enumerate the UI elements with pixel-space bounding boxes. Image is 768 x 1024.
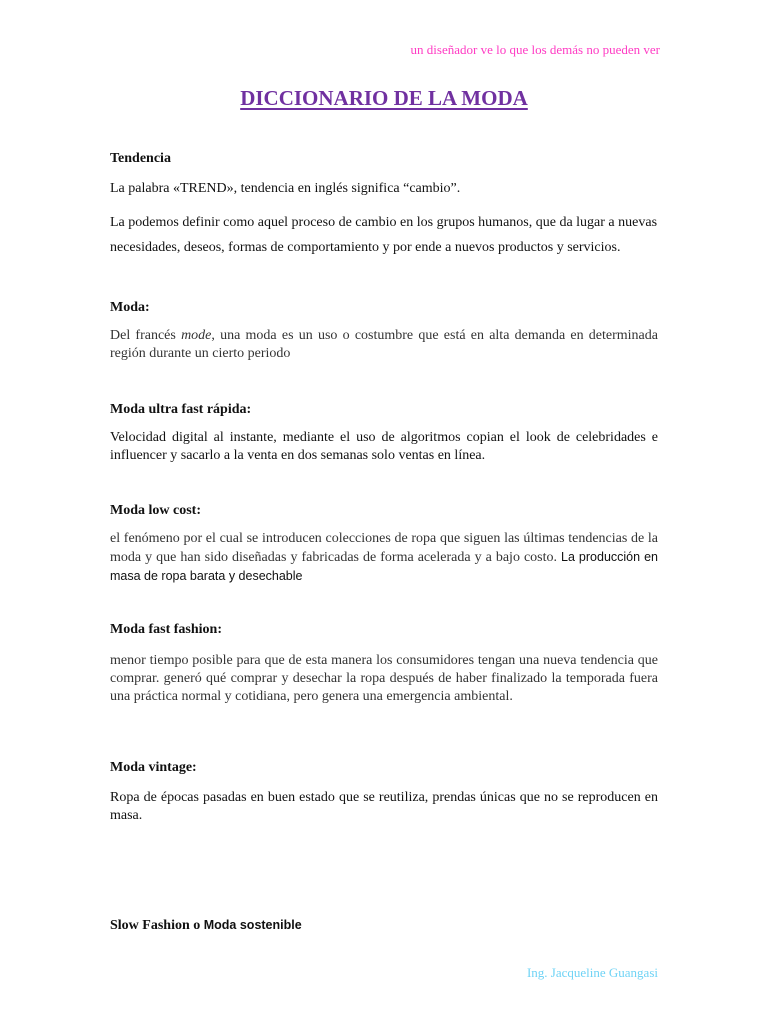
section-text-tendencia-definition: La palabra «TREND», tendencia en inglés significa “cambio”. xyxy=(110,181,461,196)
section-text-ultra-fast: Velocidad digital al instante, mediante el uso de algoritmos copian el look de celebridades e influencer y sacarlo a la venta en dos semanas solo ventas en línea. xyxy=(110,430,658,463)
moda-text-italic: mode xyxy=(181,328,212,343)
section-text-tendencia-description: La podemos definir como aquel proceso de cambio en los grupos humanos, que da lugar a nuevas necesidades, deseos, formas de comportamiento y por ende a nuevos productos y servicios. xyxy=(110,215,658,255)
moda-text-after: , una moda es un uso o costumbre que está en alta demanda en determinada región durante un cierto periodo xyxy=(110,328,658,361)
section-heading-slow-fashion xyxy=(110,918,302,934)
section-heading-low-cost: Moda low cost: xyxy=(110,503,201,518)
footer-author: Ing. Jacqueline Guangasi xyxy=(526,965,658,980)
section-text-vintage: Ropa de épocas pasadas en buen estado que se reutiliza, prendas únicas que no se reproducen en masa. xyxy=(110,790,658,823)
low-cost-text-b: La producción en masa de ropa barata y desechable xyxy=(110,550,658,583)
slow-fashion-heading-a: Slow Fashion o xyxy=(110,918,204,933)
section-text-fast-fashion: menor tiempo posible para que de esta manera los consumidores tengan una nueva tendencia que comprar. generó qué comprar y desechar la ropa después de haber finalizado la temporada fuera una práctica normal y cotidiana, pero genera una emergencia ambiental. xyxy=(110,653,658,704)
moda-text-before: Del francés xyxy=(110,328,182,343)
low-cost-text-a: el fenómeno por el cual se introducen colecciones de ropa que siguen las últimas tendencias de la moda y que han sido diseñadas y fabricadas de forma acelerada y a bajo costo. xyxy=(110,531,658,565)
section-heading-vintage: Moda vintage: xyxy=(110,760,197,775)
section-text-moda xyxy=(110,327,658,363)
section-heading-moda: Moda: xyxy=(110,300,150,315)
header-tagline: un diseñador ve lo que los demás no pueden ver xyxy=(410,42,660,57)
section-heading-ultra-fast: Moda ultra fast rápida: xyxy=(110,402,252,417)
section-text-low-cost xyxy=(110,530,658,586)
slow-fashion-heading-b: Moda sostenible xyxy=(203,918,302,932)
section-heading-fast-fashion: Moda fast fashion: xyxy=(110,622,223,637)
page-title: DICCIONARIO DE LA MODA xyxy=(240,86,528,110)
section-heading-tendencia: Tendencia xyxy=(110,151,171,166)
